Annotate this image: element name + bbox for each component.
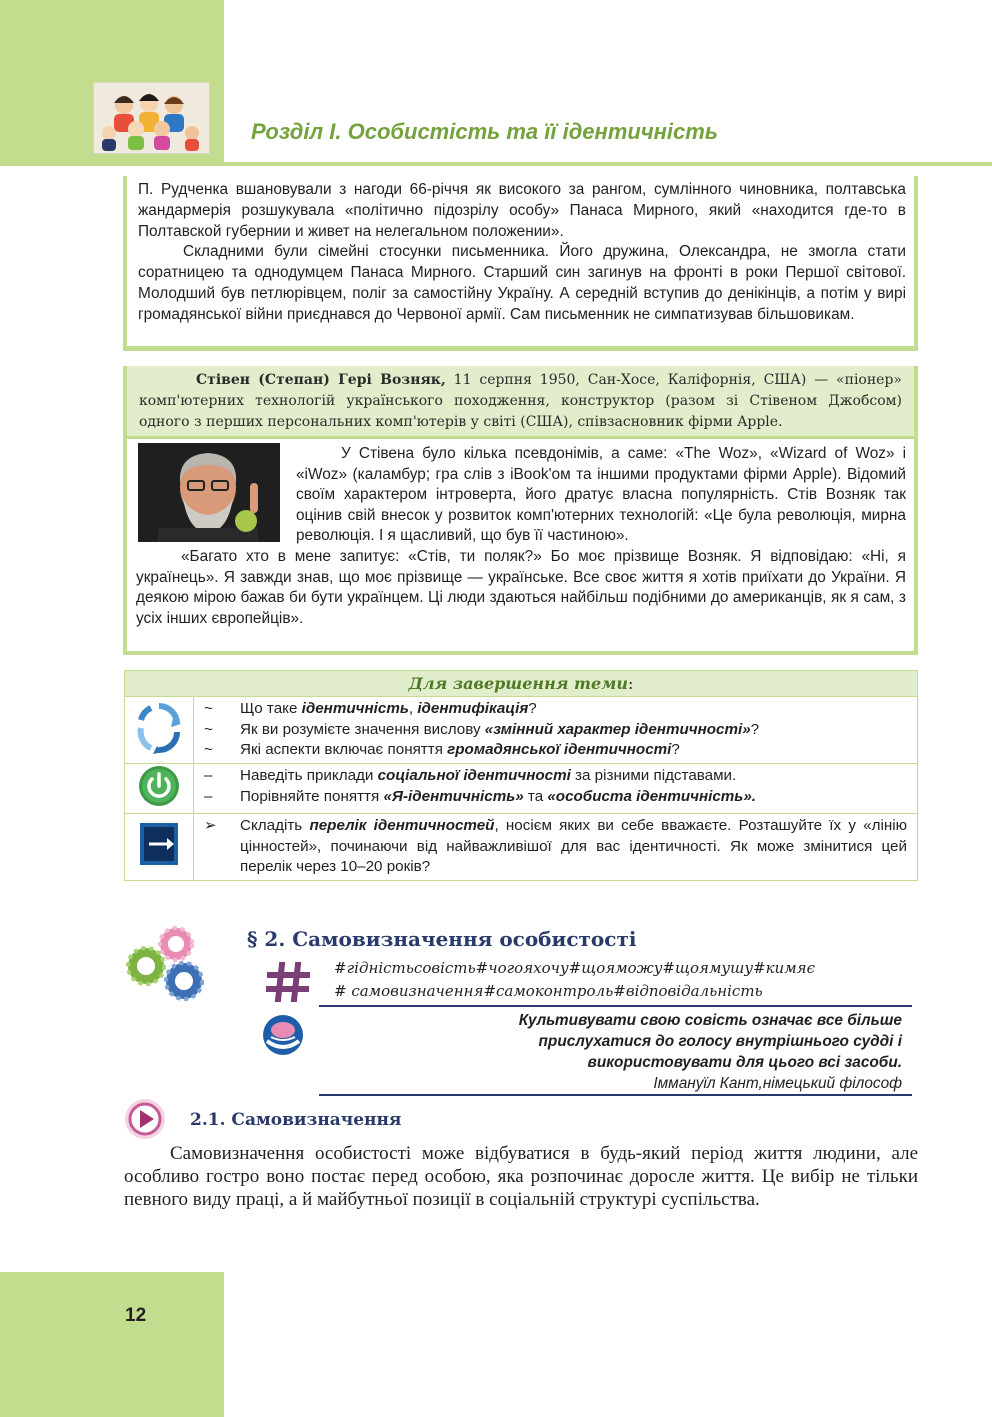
subsection-title: 2.1. Самовизначення bbox=[190, 1110, 402, 1130]
header-rule bbox=[224, 162, 992, 166]
wozniak-bio-text: 11 серпня 1950, Сан-Хосе, Каліфорнія, США) — «піонер» комп'ютерних технологій українського походження, конструктор (разом зі Стівеном Джобсом) одного з перших персональних комп'ютерів у світі (США), співзасновник фірми Apple. bbox=[139, 372, 902, 430]
table-heading: Для завершення теми: bbox=[125, 671, 918, 697]
section-title: § 2. Самовизначення особистості bbox=[247, 927, 637, 951]
exit-door-icon bbox=[125, 814, 194, 881]
quote-line-1: Культивувати свою совість означає все більше bbox=[518, 1012, 902, 1029]
brain-hands-icon bbox=[257, 1013, 309, 1057]
text-box-rudchenko bbox=[123, 176, 918, 351]
footer-band bbox=[0, 1272, 224, 1417]
wozniak-name: Стівен (Степан) Гері Возняк, bbox=[196, 372, 446, 388]
task-group-2 bbox=[194, 764, 918, 814]
wozniak-paragraph-1: У Стівена було кілька псевдонімів, а саме: «The Woz», «Wizard of Woz» і «iWoz» (каламбур; гра слів з iBook'ом та іншими продуктами фірми Apple). Відомий своїм характером інтроверта, його дратує власна популярність. Стів Возняк так оцінив свій внесок у розвиток комп'ютерних технологій: «Це була революція, мирна революція. І я щасливий, що був її частиною». bbox=[296, 445, 906, 545]
quote-line-3: використовувати для цього всі засоби. bbox=[587, 1054, 902, 1071]
task-group-1 bbox=[194, 697, 918, 764]
quote-rule-bottom bbox=[319, 1094, 912, 1096]
box1-paragraph-1: П. Рудченка вшановували з нагоди 66-річчя як високого за рангом, сумлінного чиновника, полтавська жандармерія розшукувала «політично підозрілу особу» Панаса Мирного, який «находится где-то в Полтавской губернии и живет на нелегальном положении». bbox=[138, 181, 906, 240]
list-item: ~ Як ви розумієте значення вислову «змінний характер ідентичності»? bbox=[204, 720, 760, 738]
list-item: ~ Що таке ідентичність, ідентифікація? bbox=[204, 700, 537, 717]
quote-rule-top bbox=[319, 1005, 912, 1007]
body-paragraph: Самовизначення особистості може відбуватися в будь-який період життя людини, але особливо гостро воно постає перед особою, яка розпочинає доросле життя. Це вибір не тільки певного виду праці, а й майбутньої позиції в соціальній структурі суспільства. bbox=[124, 1143, 918, 1210]
play-icon bbox=[123, 1097, 167, 1141]
page-number: 12 bbox=[125, 1305, 147, 1326]
quote-author: Іммануїл Кант,німецький філософ bbox=[653, 1075, 902, 1092]
task-group-3 bbox=[194, 814, 918, 881]
list-item: – Наведіть приклади соціальної ідентичності за різними підставами. bbox=[204, 767, 737, 784]
wozniak-bio bbox=[127, 366, 914, 436]
list-item: ~ Які аспекти включає поняття громадянської ідентичності? bbox=[204, 741, 680, 758]
gears-icon bbox=[124, 926, 210, 1002]
cycle-arrows-icon bbox=[125, 697, 194, 764]
wozniak-photo bbox=[138, 443, 280, 542]
chapter-illustration-icon bbox=[93, 82, 210, 154]
hashtag-icon bbox=[266, 962, 310, 1002]
box1-paragraph-2: Складними були сімейні стосунки письменника. Його дружина, Олександра, не змогла стати соратницею та однодумцем Панаса Мирного. Старший син загинув на фронті в роки Першої світової. Молодший був петлюрівцем, поліг за самостійну Україну. А середній вступив до денікінців, а потім у вирі громадянської війни приєднався до Червоної армії. Сам письменник не симпатизував більшовикам. bbox=[138, 243, 906, 323]
wozniak-paragraph-2: «Багато хто в мене запитує: «Стів, ти поляк?» Бо моє прізвище Возняк. Я відповідаю: «Ні, я українець». Я завжди знав, що моє прізвище — українське. Все своє життя я хотів приїхати до України. Я деякою мірою бажав би бути українцем. Ці люди здаються найбільш подібними до американців, як я сам, з усіх інших європейців». bbox=[136, 547, 906, 627]
hashtags-line-1: #гідністьсовість#чогояхочу#щояможу#щоямушу#кимяє bbox=[334, 959, 815, 977]
quote-line-2: прислухатися до голосу внутрішнього судді і bbox=[538, 1033, 902, 1050]
chapter-title: Розділ І. Особистість та її ідентичність bbox=[251, 119, 718, 144]
kant-quote bbox=[400, 1010, 902, 1094]
list-item: – Порівняйте поняття «Я-ідентичність» та «особиста ідентичність». bbox=[204, 787, 756, 805]
hashtags-line-2: # самовизначення#самоконтроль#відповідальність bbox=[334, 982, 763, 1000]
list-item: ➢ Складіть перелік ідентичностей, носієм яких ви себе вважаєте. Розташуйте їх у «лінію цінностей», починаючи від найважливішої для вас ідентичності. Як може змінитися цей перелік через 10–20 років? bbox=[204, 817, 908, 875]
topic-summary-table bbox=[124, 670, 918, 881]
power-button-icon bbox=[125, 764, 194, 814]
